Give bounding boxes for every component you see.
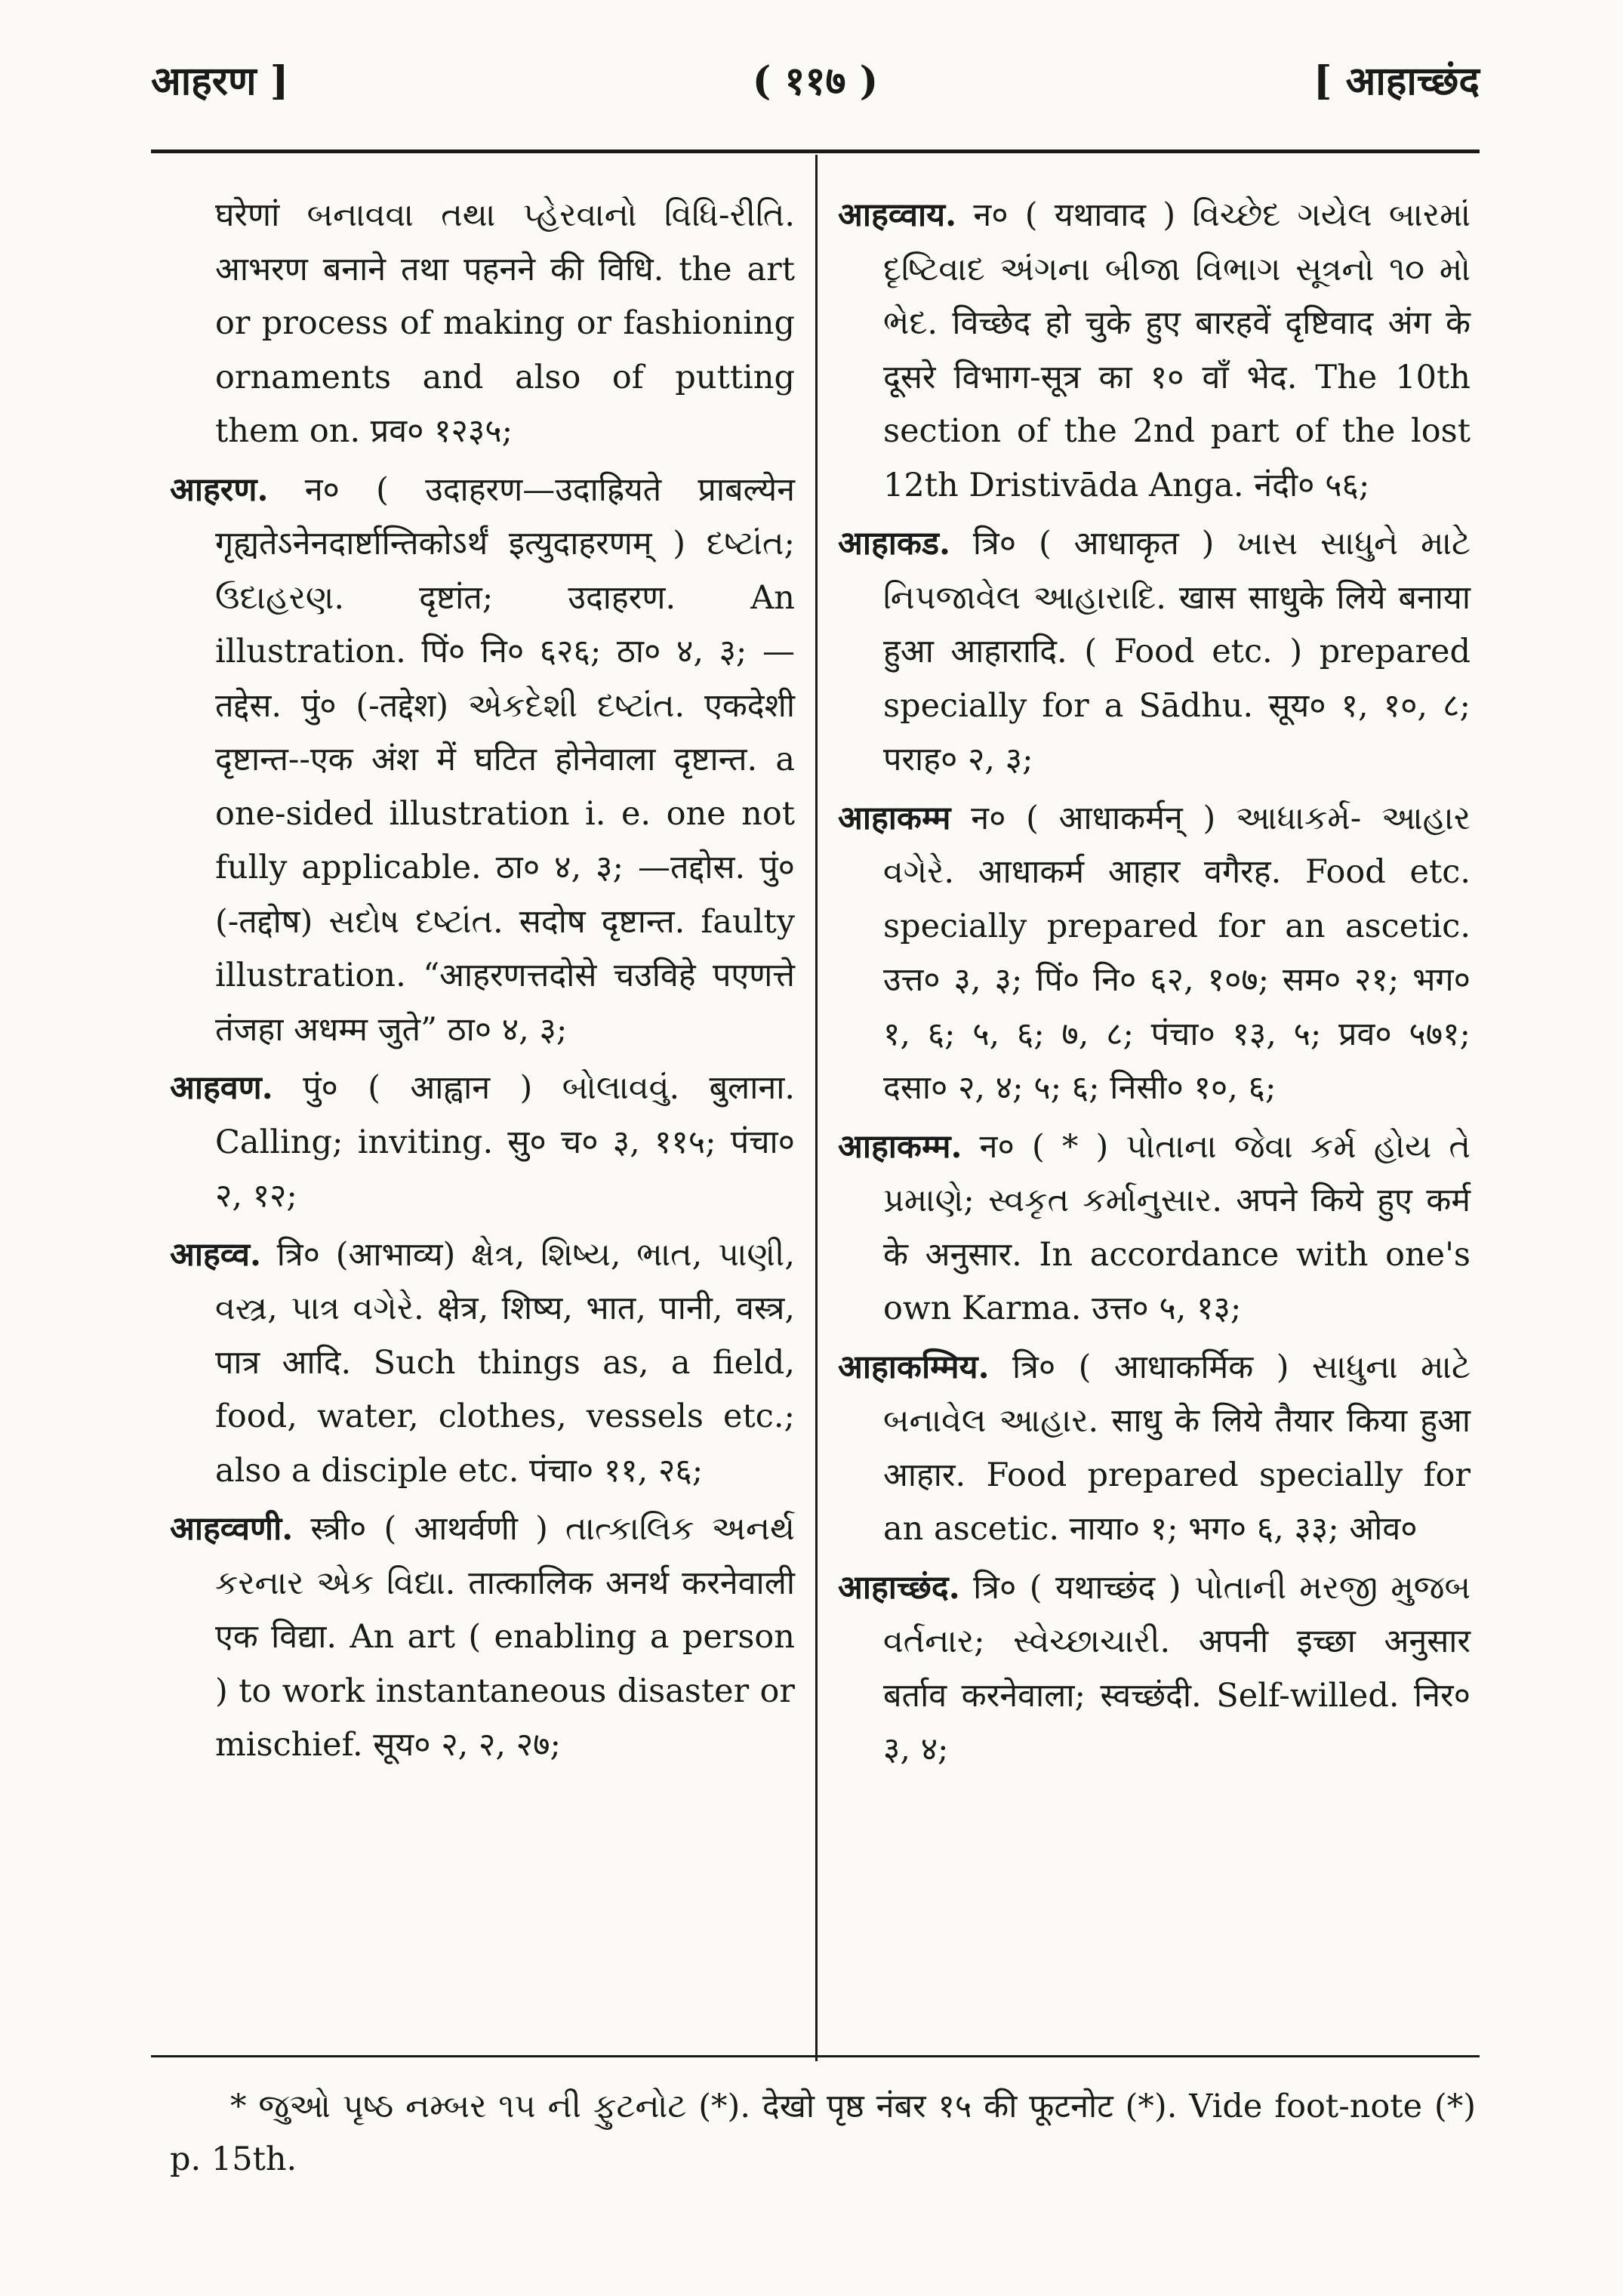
dictionary-entry [170, 1062, 795, 1224]
entry-body: न० ( उदाहरण—उदाह्रियते प्राबल्येन गृह्यतेऽनेनदार्ष्टान्तिकोऽर्थं इत्युदाहरणम् ) દષ્ટાંત; ઉદાહરણ. दृष्टांत; उदाहरण. An illustration. पिं० नि० ६२६; ठा० ४, ३; —तद्देस. पुं० (-तद्देश) એકદેશી દષ્ટાંત. एकदेशी दृष्टान्त--एक अंश में घटित होनेवाला दृष्टान्त. a one-sided illustration i. e. one not fully applicable. ठा० ४, ३; —तद्दोस. पुं० (-तद्दोष) સદોષ દષ્ટાંત. सदोष दृष्टान्त. faulty illustration. “आहरणत्तदोसे चउविहे पएणत्ते तंजहा अधम्म जुते” ठा० ४, ३; [215, 470, 796, 1049]
dictionary-entry [838, 1561, 1471, 1777]
entry-headword: आहव्वणी. [170, 1510, 294, 1548]
entry-body: स्त्री० ( आथर्वणी ) તાત્કાલિક અનર્થ કરનાર એક વિદ્યા. तात्कालिक अनर्थ करनेवाली एक विद्या. An art ( enabling a person ) to work instantaneous disaster or mischief. सूय० २, २, २७; [215, 1510, 795, 1764]
dictionary-entry [170, 1502, 795, 1773]
entry-body: त्रि० ( आधाकर्मिक ) સાધુના માટે બનાવેલ આહાર. साधु के लिये तैयार किया हुआ आहार. Food prepared specially for an ascetic. नाया० १; भग० ६, ३३; ओव० [883, 1348, 1471, 1548]
dictionary-entry [838, 1120, 1471, 1336]
dictionary-entry [170, 189, 795, 459]
dictionary-entry [838, 1341, 1471, 1557]
entry-body: न० ( यथावाद ) વિચ્છેદ ગયેલ બારમાં દૃષ્ટિવાદ અંગના બીજા વિભાગ સૂત્રનો ૧૦ મો ભેદ. विच्छेद हो चुके हुए बारहवें दृष्टिवाद अंग के दूसरे विभाग-सूत्र का १० वाँ भेद. The 10th section of the 2nd part of the lost 12th Dristivāda Anga. नंदी० ५६; [883, 196, 1471, 504]
dictionary-entry [170, 464, 795, 1058]
entry-headword: आहव्व. [170, 1235, 262, 1274]
entry-body: त्रि० ( आधाकृत ) ખાસ સાધુને માટે નિપજાવેલ આહારાદિ. खास साधुके लिये बनाया हुआ आहारादि. ( Food etc. ) prepared specially for a Sādhu. सूय० १, १०, ८; पराह० २, ३; [883, 525, 1471, 778]
footnote: * જુઓ પૃષ્ઠ નમ્બર ૧૫ ની ફુટનોટ (*). देखो पृष्ठ नंबर १५ की फूटनोट (*). Vide foot-note (*) p. 15th. [170, 2088, 1476, 2178]
header-rule [151, 149, 1480, 153]
dictionary-entry [838, 792, 1471, 1116]
entry-body: पुं० ( आह्वान ) બોલાવવું. बुलाना. Calling; inviting. सु० च० ३, ११५; पंचा० २, १२; [215, 1069, 796, 1215]
dictionary-entry [838, 189, 1471, 513]
entry-headword: आहवण. [170, 1069, 273, 1107]
right-column [838, 189, 1471, 1782]
entry-headword: आहाकड. [838, 525, 950, 562]
entry-headword: आहाच्छंद. [838, 1568, 960, 1607]
left-column [170, 189, 795, 1777]
entry-body: न० ( * ) પોતાના જેવા કર્મ હોય તે પ્રમાણે; સ્વકૃત કર્માનુસાર. अपने किये हुए कर्म के अनुसार. In accordance with one's own Karma. उत्त० ५, १३; [883, 1127, 1471, 1327]
entry-body: त्रि० ( यथाच्छंद ) પોતાની મરજી મુજબ વર્તનાર; સ્વેચ્છાચારી. अपनी इच्छा अनुसार बर्ताव करनेवाला; स्वच्छंदी. Self-willed. निर० ३, ४; [883, 1568, 1471, 1768]
entry-headword: आहाकम्म [838, 799, 951, 837]
column-divider [815, 155, 818, 2061]
entry-headword: आहाकम्मिय. [838, 1348, 990, 1386]
footnote-rule [151, 2055, 1480, 2057]
dictionary-entry [170, 1228, 795, 1499]
entry-headword: आहरण. [170, 470, 269, 509]
dictionary-entry [838, 517, 1471, 787]
entry-body: न० ( आधाकर्मन् ) આધાકર્મ- આહાર વગેરે. आधाकर्म आहार वगैरह. Food etc. specially prepared for an ascetic. उत्त० ३, ३; पिं० नि० ६२, १०७; सम० २१; भग० १, ६; ५, ६; ७, ८; पंचा० १३, ५; प्रव० ५७१; दसा० २, ४; ५; ६; निसी० १०, ६; [883, 799, 1471, 1107]
page-header [151, 53, 1480, 113]
entry-body: घरेणां બનાવવા તથા પ્હેરવાનો વિધિ-રીતિ. आभरण बनाने तथा पहनने की विधि. the art or process of making or fashioning ornaments and also of putting them on. प्रव० १२३५; [215, 196, 795, 450]
header-right-guideword: [ आहाच्छंद [1313, 58, 1480, 104]
entry-headword: आहव्वाय. [838, 196, 957, 234]
header-left-guideword: आहरण ] [151, 58, 289, 104]
entry-body: त्रि० (आभाव्य) ક્ષેત્ર, શિષ્ય, ભાત, પાણી, વસ્ત્ર, પાત્ર વગેરે. क्षेत्र, शिष्य, भात, पानी, वस्त्र, पात्र आदि. Such things as, a field, food, water, clothes, vessels etc.; also a disciple etc. पंचा० ११, २६; [215, 1235, 796, 1490]
entry-headword: आहाकम्म. [838, 1127, 962, 1166]
page-number: ( ११७ ) [752, 58, 879, 104]
